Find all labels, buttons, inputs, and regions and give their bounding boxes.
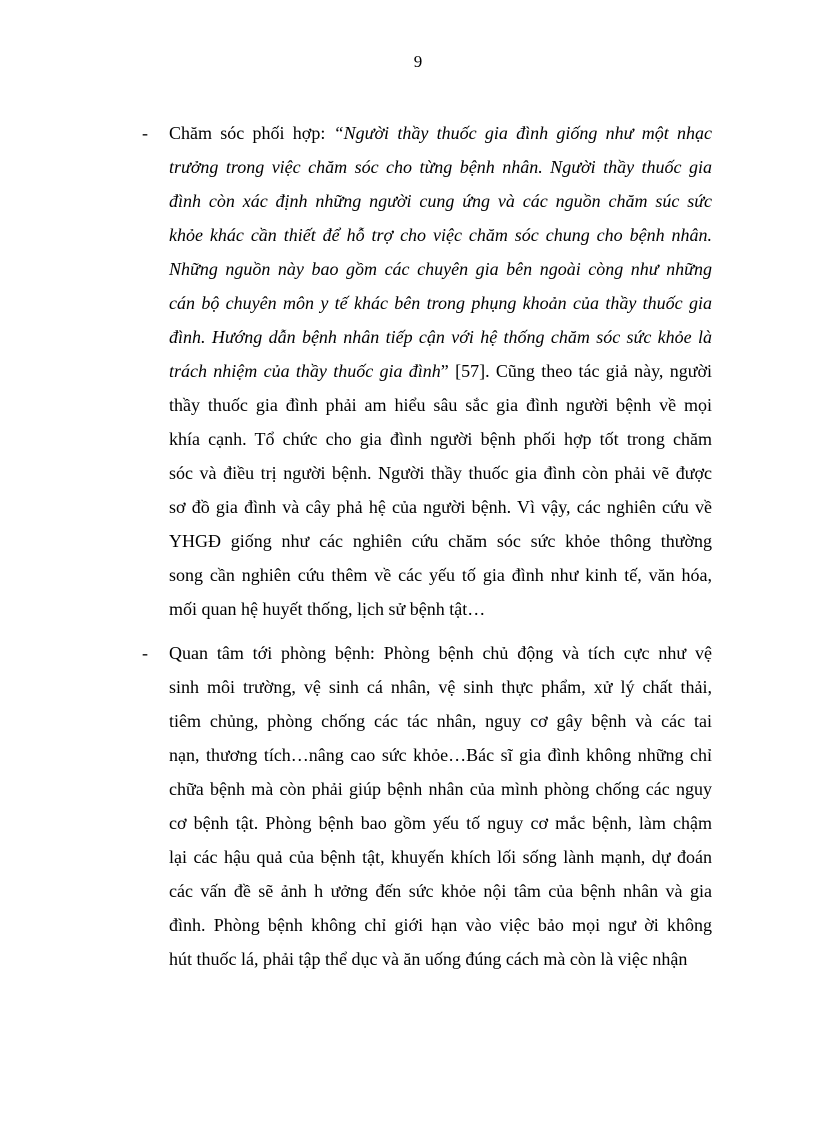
- bullet-dash: -: [142, 643, 148, 663]
- text-run: Quan tâm tới phòng bệnh: Phòng bệnh chủ động và tích cực như vệ: [169, 643, 712, 663]
- page-number: 9: [413, 52, 423, 71]
- text-line: [169, 184, 712, 218]
- text-line: [169, 354, 712, 388]
- text-run: ” [57]. Cũng theo tác giả này, người: [440, 361, 712, 381]
- text-line: [169, 704, 712, 738]
- text-run: nạn, thương tích…nâng cao sức khỏe…Bác sĩ gia đình không những chỉ: [169, 745, 712, 765]
- text-line: [169, 840, 712, 874]
- text-run: lại các hậu quả của bệnh tật, khuyến khích lối sống lành mạnh, dự đoán: [169, 847, 712, 867]
- text-run: cơ bệnh tật. Phòng bệnh bao gồm yếu tố nguy cơ mắc bệnh, làm chậm: [169, 813, 712, 833]
- paragraph: [169, 636, 712, 976]
- text-run: mối quan hệ huyết thống, lịch sử bệnh tật…: [169, 599, 486, 619]
- text-run: tiêm chủng, phòng chống các tác nhân, nguy cơ gây bệnh và các tai: [169, 711, 712, 731]
- italic-text-run: Những nguồn này bao gồm các chuyên gia bên ngoài còng như những: [169, 259, 712, 279]
- text-line: [169, 874, 712, 908]
- text-line: [169, 558, 712, 592]
- text-run: các vấn đề sẽ ảnh h ưởng đến sức khỏe nội tâm của bệnh nhân và gia: [169, 881, 712, 901]
- text-line: [169, 422, 712, 456]
- bullet-dash: -: [142, 123, 148, 143]
- italic-text-run: đình còn xác định những người cung ứng và các nguồn chăm súc sức: [169, 191, 712, 211]
- text-run: YHGĐ giống như các nghiên cứu chăm sóc sức khỏe thông thường: [169, 531, 712, 551]
- text-line: [169, 490, 712, 524]
- text-line: [169, 320, 712, 354]
- text-line: [169, 670, 712, 704]
- text-line: [169, 592, 712, 626]
- text-line: [169, 942, 712, 976]
- text-run: đình. Phòng bệnh không chỉ giới hạn vào việc bảo mọi ngư ời không: [169, 915, 712, 935]
- text-run: Chăm sóc phối hợp:: [169, 123, 334, 143]
- italic-text-run: đình. Hướng dẫn bệnh nhân tiếp cận với hệ thống chăm sóc sức khỏe là: [169, 327, 712, 347]
- text-line: [169, 388, 712, 422]
- paragraph: [169, 116, 712, 626]
- italic-text-run: trưởng trong việc chăm sóc cho từng bệnh nhân. Người thầy thuốc gia: [169, 157, 712, 177]
- text-run: sóc và điều trị người bệnh. Người thầy thuốc gia đình còn phải vẽ được: [169, 463, 712, 483]
- text-line: [169, 218, 712, 252]
- text-line: [169, 116, 712, 150]
- text-line: [169, 738, 712, 772]
- text-run: sinh môi trường, vệ sinh cá nhân, vệ sinh thực phẩm, xử lý chất thải,: [169, 677, 712, 697]
- text-line: [169, 456, 712, 490]
- text-run: song cần nghiên cứu thêm về các yếu tố gia đình như kinh tế, văn hóa,: [169, 565, 712, 585]
- text-run: sơ đồ gia đình và cây phả hệ của người bệnh. Vì vậy, các nghiên cứu về: [169, 497, 712, 517]
- text-line: [169, 150, 712, 184]
- italic-text-run: khỏe khác cần thiết để hỗ trợ cho việc chăm sóc chung cho bệnh nhân.: [169, 225, 712, 245]
- italic-text-run: trách nhiệm của thầy thuốc gia đình: [169, 361, 441, 381]
- text-run: thầy thuốc gia đình phải am hiểu sâu sắc gia đình người bệnh về mọi: [169, 395, 712, 415]
- text-line: [169, 636, 712, 670]
- text-line: [169, 908, 712, 942]
- text-run: khía cạnh. Tổ chức cho gia đình người bệnh phối hợp tốt trong chăm: [169, 429, 712, 449]
- text-line: [169, 772, 712, 806]
- text-line: [169, 286, 712, 320]
- text-run: hút thuốc lá, phải tập thể dục và ăn uống đúng cách mà còn là việc nhận: [169, 949, 688, 969]
- text-line: [169, 806, 712, 840]
- text-line: [169, 252, 712, 286]
- text-line: [169, 524, 712, 558]
- bullet-item-disease-prevention: [142, 636, 712, 976]
- italic-text-run: cán bộ chuyên môn y tế khác bên trong phụng khoản của thầy thuốc gia: [169, 293, 712, 313]
- text-run: chữa bệnh mà còn phải giúp bệnh nhân của mình phòng chống các nguy: [169, 779, 712, 799]
- bullet-item-coordinated-care: [142, 116, 712, 626]
- italic-text-run: “Người thầy thuốc gia đình giống như một nhạc: [333, 123, 713, 143]
